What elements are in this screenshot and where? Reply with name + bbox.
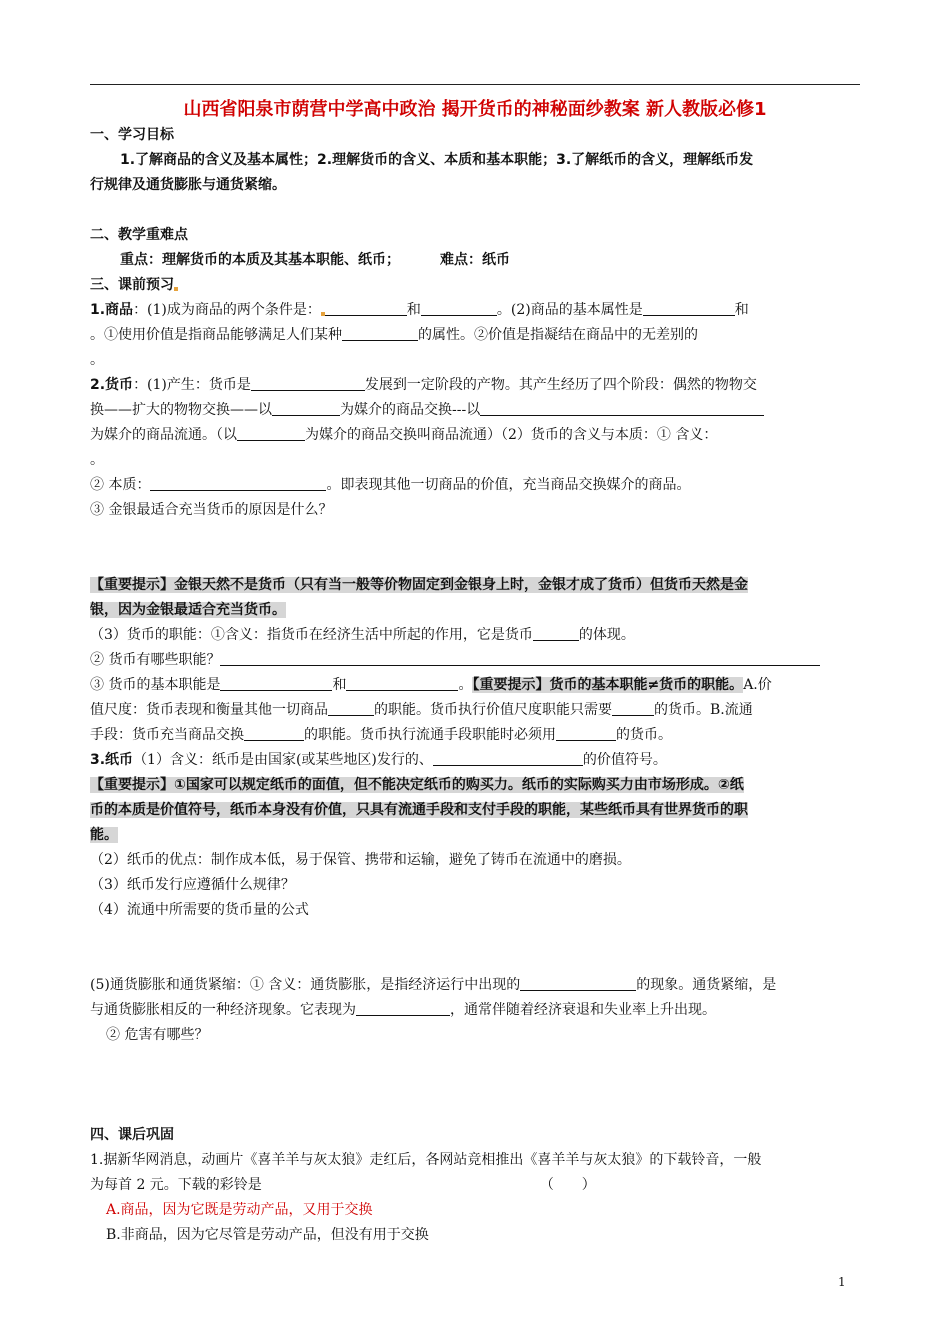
tip-paper-money-line-2: 币的本质是价值符号，纸币本身没有价值，只具有流通手段和支付手段的职能，某些纸币具有世界货币的职 bbox=[90, 802, 748, 818]
option-b[interactable]: B.非商品，因为它尽管是劳动产品，但没有用于交换 bbox=[106, 1227, 429, 1243]
answer-parentheses[interactable]: （ ） bbox=[539, 1177, 596, 1193]
blank-field[interactable] bbox=[272, 401, 340, 416]
blank-field[interactable] bbox=[342, 326, 418, 341]
blank-field[interactable] bbox=[220, 651, 820, 666]
blank-field[interactable] bbox=[643, 301, 735, 316]
currency-line-2: 换——扩大的物物交换——以 为媒介的商品交换---以 bbox=[90, 398, 860, 423]
currency-line-5: ② 本质： 。即表现其他一切商品的价值，充当商品交换媒介的商品。 bbox=[90, 477, 691, 493]
blank-field[interactable] bbox=[533, 626, 579, 641]
paper-money-law: （3）纸币发行应遵循什么规律？ bbox=[90, 877, 295, 893]
objectives-line-1: 1.了解商品的含义及基本属性；2.理解货币的含义、本质和基本职能；3.了解纸币的含义，理解纸币发 bbox=[120, 152, 754, 168]
inflation-line-2: 与通货膨胀相反的一种经济现象。它表现为 ，通常伴随着经济衰退和失业率上升出现。 bbox=[90, 1002, 716, 1018]
function-line-1: （3）货币的职能：①含义：指货币在经济生活中所起的作用，它是货币 的体现。 bbox=[90, 627, 635, 643]
blank-field[interactable] bbox=[220, 676, 332, 691]
currency-line-1: 2.货币：(1)产生：货币是 发展到一定阶段的产物。其产生经历了四个阶段：偶然的物物交 bbox=[90, 377, 757, 393]
blank-field[interactable] bbox=[346, 676, 458, 691]
difficult-point: 难点：纸币 bbox=[440, 252, 510, 268]
document-title: 山西省阳泉市荫营中学高中政治 揭开货币的神秘面纱教案 新人教版必修1 bbox=[183, 99, 767, 120]
blank-field[interactable] bbox=[150, 476, 326, 491]
tip-gold-silver-line-1: 【重要提示】金银天然不是货币（只有当一般等价物固定到金银身上时，金银才成了货币）但货币天然是金 bbox=[90, 577, 748, 593]
commodity-line-3: 。 bbox=[90, 352, 104, 368]
inflation-line-1: (5)通货膨胀和通货紧缩：① 含义：通货膨胀，是指经济运行中出现的 的现象。通货紧缩，是 bbox=[90, 977, 777, 993]
question-1-line-1: 1.据新华网消息，动画片《喜羊羊与灰太狼》走红后，各网站竞相推出《喜羊羊与灰太狼》的下载铃音，一般 bbox=[90, 1152, 762, 1168]
blank-field[interactable] bbox=[244, 726, 304, 741]
commodity-line-1: 1.商品：(1)成为商品的两个条件是： 和 。(2)商品的基本属性是 和 bbox=[90, 302, 749, 318]
commodity-line-2: 。①使用价值是指商品能够满足人们某种 的属性。②价值是指凝结在商品中的无差别的 bbox=[90, 327, 698, 343]
currency-line-4: 。 bbox=[90, 452, 104, 468]
blank-field[interactable] bbox=[328, 701, 374, 716]
blank-field[interactable] bbox=[356, 1001, 450, 1016]
section-heading-objectives: 一、学习目标 bbox=[90, 127, 174, 143]
document-page bbox=[90, 84, 860, 1248]
section-heading-review: 四、课后巩固 bbox=[90, 1127, 174, 1143]
section-heading-preview: 三、课前预习 bbox=[90, 273, 860, 298]
function-line-3: ③ 货币的基本职能是 和 。【重要提示】货币的基本职能≠货币的职能。A.价 bbox=[90, 677, 772, 693]
blank-field[interactable] bbox=[612, 701, 654, 716]
function-line-2: ② 货币有哪些职能？ bbox=[90, 648, 860, 673]
page-number: 1 bbox=[838, 1275, 846, 1289]
function-line-5: 手段：货币充当商品交换 的职能。货币执行流通手段职能时必须用 的货币。 bbox=[90, 727, 672, 743]
section-heading-keypoints: 二、教学重难点 bbox=[90, 227, 188, 243]
header-rule bbox=[90, 84, 860, 85]
blank-field[interactable] bbox=[433, 751, 583, 766]
keypoints-line bbox=[90, 248, 860, 273]
objectives-line-2: 行规律及通货膨胀与通货紧缩。 bbox=[90, 177, 286, 193]
blank-field[interactable] bbox=[520, 976, 636, 991]
key-point: 重点：理解货币的本质及其基本职能、纸币； bbox=[120, 252, 400, 268]
option-a[interactable]: A.商品，因为它既是劳动产品，又用于交换 bbox=[106, 1202, 373, 1218]
currency-line-6: ③ 金银最适合充当货币的原因是什么？ bbox=[90, 502, 333, 518]
blank-field[interactable] bbox=[251, 376, 365, 391]
paper-money-advantages: （2）纸币的优点：制作成本低，易于保管、携带和运输，避免了铸币在流通中的磨损。 bbox=[90, 852, 631, 868]
currency-line-3: 为媒介的商品流通。（以 为媒介的商品交换叫商品流通）（2）货币的含义与本质：① 含义： bbox=[90, 427, 718, 443]
money-formula: （4）流通中所需要的货币量的公式 bbox=[90, 902, 309, 918]
edit-mark-icon bbox=[174, 287, 178, 291]
blank-field[interactable] bbox=[237, 426, 305, 441]
tip-paper-money-line-3: 能。 bbox=[90, 827, 118, 843]
tip-paper-money-line-1: 【重要提示】①国家可以规定纸币的面值，但不能决定纸币的购买力。纸币的实际购买力由市场形成。②纸 bbox=[90, 777, 744, 793]
question-1-line-2: 为每首 2 元。下载的彩铃是 （ ） bbox=[90, 1177, 596, 1193]
inflation-line-3: ② 危害有哪些？ bbox=[106, 1027, 209, 1043]
blank-field[interactable] bbox=[556, 726, 616, 741]
function-line-4: 值尺度：货币表现和衡量其他一切商品 的职能。货币执行价值尺度职能只需要 的货币。B.流通 bbox=[90, 702, 753, 718]
blank-field[interactable] bbox=[480, 401, 764, 416]
blank-field[interactable] bbox=[325, 301, 407, 316]
blank-field[interactable] bbox=[421, 301, 497, 316]
paper-money-line-1: 3.纸币（1）含义：纸币是由国家(或某些地区)发行的、 的价值符号。 bbox=[90, 752, 667, 768]
tip-gold-silver-line-2: 银，因为金银最适合充当货币。 bbox=[90, 602, 286, 618]
